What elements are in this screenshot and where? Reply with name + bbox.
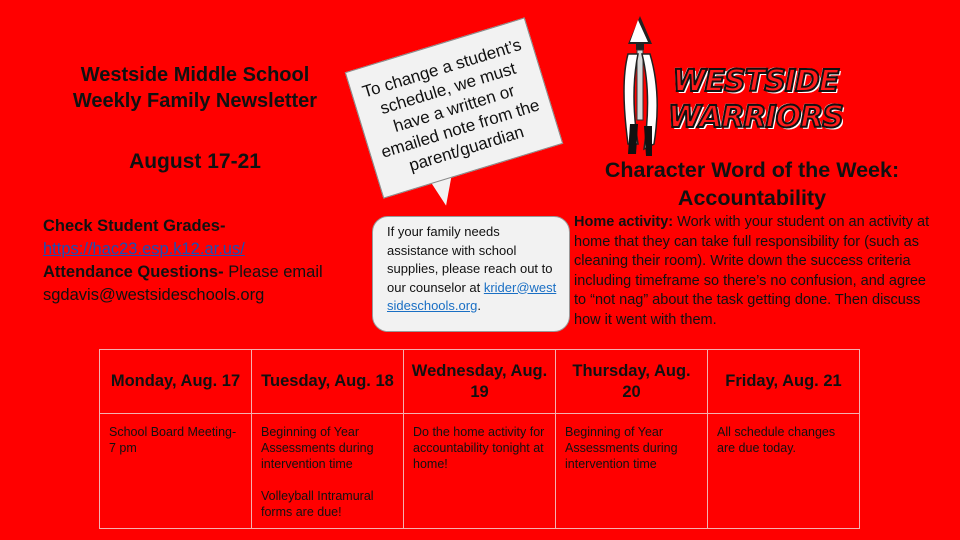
day-header: Wednesday, Aug. 19 <box>404 350 556 414</box>
home-activity <box>574 213 936 330</box>
schedule-change-note <box>342 24 572 214</box>
table-row <box>100 414 860 529</box>
newsletter-dates: August 17-21 <box>129 150 261 173</box>
day-header: Tuesday, Aug. 18 <box>252 350 404 414</box>
logo-line-2: WARRIORS <box>668 100 843 135</box>
bubble-end: . <box>477 298 481 313</box>
day-header: Thursday, Aug. 20 <box>556 350 708 414</box>
newsletter-title <box>30 62 360 114</box>
counselor-email-link[interactable]: krider@westsideschools.org <box>387 279 557 313</box>
table-header-row <box>100 350 860 414</box>
bubble-text: If your family needs assistance with school supplies, please reach out to our counselor at <box>387 224 553 295</box>
weekly-schedule-table <box>99 349 860 529</box>
day-events: Beginning of Year Assessments during intervention time <box>556 414 708 529</box>
logo-line-1: WESTSIDE <box>672 64 839 99</box>
attendance-label: Attendance Questions- <box>43 263 224 281</box>
day-header: Friday, Aug. 21 <box>708 350 860 414</box>
day-events: Do the home activity for accountability tonight at home! <box>404 414 556 529</box>
day-events: All schedule changes are due today. <box>708 414 860 529</box>
grades-label: Check Student Grades- <box>43 217 226 235</box>
warriors-logo <box>618 14 868 164</box>
day-events: School Board Meeting- 7 pm <box>100 414 252 529</box>
character-word-heading <box>575 156 929 212</box>
note-text: To change a student’s schedule, we must have a written or emailed note from the parent/guardian <box>345 17 563 198</box>
character-heading-line-1: Character Word of the Week: <box>604 158 900 182</box>
character-heading-line-2: Accountability <box>677 186 827 210</box>
day-header: Monday, Aug. 17 <box>100 350 252 414</box>
grades-link[interactable]: https://hac23.esp.k12.ar.us/ <box>43 240 245 258</box>
attendance-text: Please email sgdavis@westsideschools.org <box>43 263 323 304</box>
title-line-2: Weekly Family Newsletter <box>72 90 318 112</box>
supplies-bubble <box>372 216 570 332</box>
title-line-1: Westside Middle School <box>80 64 310 86</box>
day-events: Beginning of Year Assessments during intervention time Volleyball Intramural forms are due! <box>252 414 404 529</box>
info-block <box>43 215 383 307</box>
home-activity-text: Work with your student on an activity at home that they can take full responsibility for (such as cleaning their room). Write down the success criteria including timeframe so there’s no confusion, and agree to “not nag” about the task getting done. Then discuss how it went with them. <box>574 214 930 328</box>
home-activity-label: Home activity: <box>574 214 674 230</box>
